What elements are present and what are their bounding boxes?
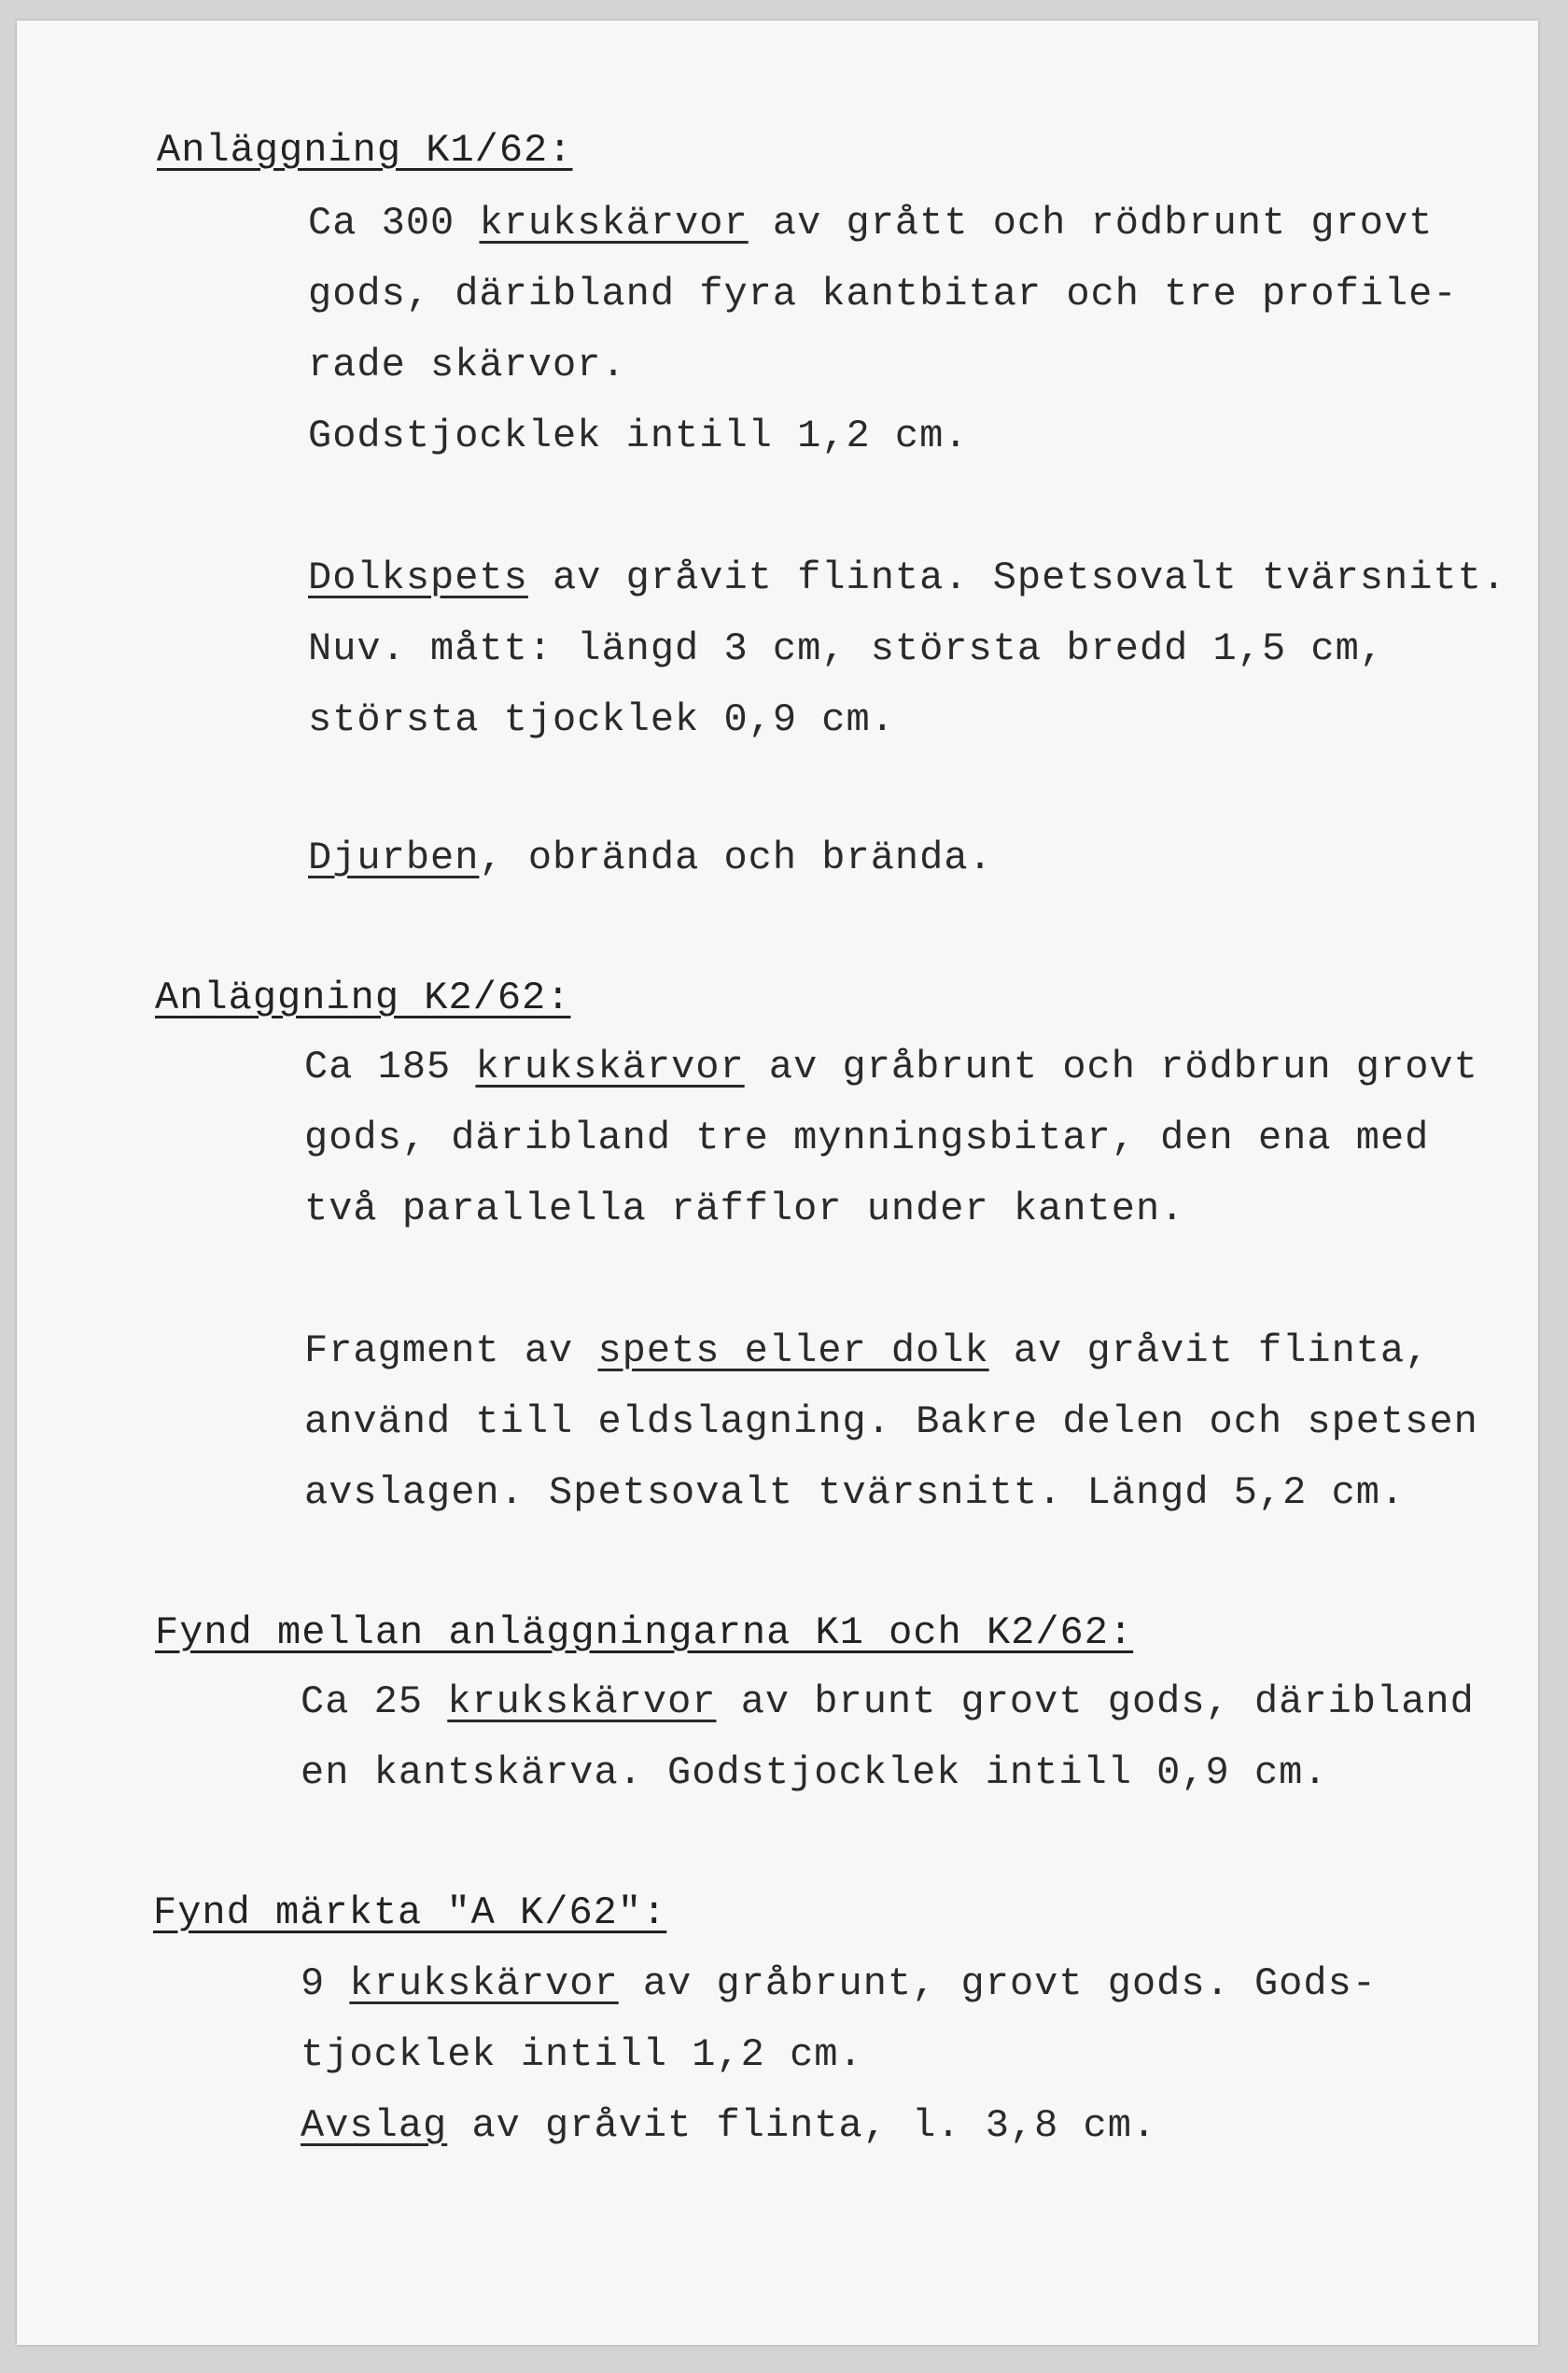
between-line-2: en kantskärva. Godstjocklek intill 0,9 cm.	[301, 1750, 1328, 1795]
k1-line-4: Godstjocklek intill 1,2 cm.	[308, 414, 969, 458]
k2-line-3: två parallella räfflor under kanten.	[304, 1186, 1185, 1231]
k1-dolkspets-line-3: största tjocklek 0,9 cm.	[308, 697, 895, 742]
document-page	[17, 21, 1538, 2345]
k1-line-3: rade skärvor.	[308, 343, 626, 387]
k2-fragment-line-2: använd till eldslagning. Bakre delen och spetsen	[304, 1399, 1478, 1444]
section-heading-ak: Fynd märkta "A K/62":	[153, 1890, 667, 1935]
section-heading-k2: Anläggning K2/62:	[155, 976, 571, 1020]
k1-line-1: Ca 300 krukskärvor av grått och rödbrunt grovt	[308, 201, 1434, 246]
k2-fragment-line-1: Fragment av spets eller dolk av gråvit flinta,	[304, 1328, 1430, 1373]
ak-line-3: Avslag av gråvit flinta, l. 3,8 cm.	[301, 2103, 1157, 2148]
k1-dolkspets-line-1: Dolkspets av gråvit flinta. Spetsovalt tvärsnitt.	[308, 555, 1507, 600]
k2-line-1: Ca 185 krukskärvor av gråbrunt och rödbrun grovt	[304, 1045, 1478, 1089]
k2-line-2: gods, däribland tre mynningsbitar, den ena med	[304, 1116, 1430, 1160]
section-heading-k1: Anläggning K1/62:	[157, 128, 573, 173]
between-line-1: Ca 25 krukskärvor av brunt grovt gods, däribland	[301, 1679, 1475, 1724]
ak-line-2: tjocklek intill 1,2 cm.	[301, 2032, 863, 2077]
section-heading-between: Fynd mellan anläggningarna K1 och K2/62:	[155, 1610, 1134, 1655]
k1-dolkspets-line-2: Nuv. mått: längd 3 cm, största bredd 1,5 cm,	[308, 626, 1384, 671]
ak-line-1: 9 krukskärvor av gråbrunt, grovt gods. Gods-	[301, 1961, 1377, 2006]
k2-fragment-line-3: avslagen. Spetsovalt tvärsnitt. Längd 5,2 cm.	[304, 1470, 1406, 1515]
k1-djurben-line: Djurben, obrända och brända.	[308, 835, 993, 880]
k1-line-2: gods, däribland fyra kantbitar och tre profile-	[308, 272, 1458, 316]
